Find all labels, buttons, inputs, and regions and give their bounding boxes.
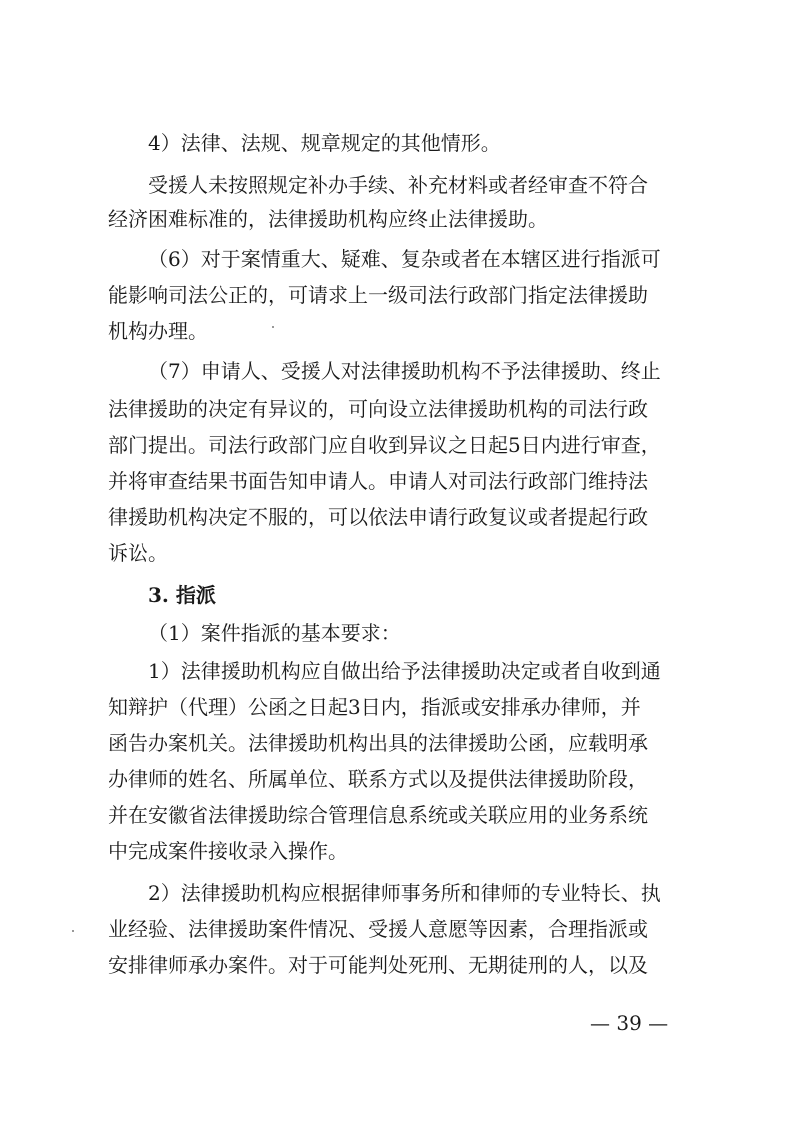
text-line-6: 机构办理。	[108, 319, 208, 343]
text-line-3: 经济困难标准的，法律援助机构应终止法律援助。	[108, 207, 548, 231]
text-line-23: 安排律师承办案件。对于可能判处死刑、无期徒刑的人，以及	[108, 953, 648, 977]
text-line-9: 部门提出。司法行政部门应自收到异议之日起5日内进行审查，	[108, 433, 661, 457]
scan-speck	[272, 326, 274, 328]
text-line-21: 2）法律援助机构应根据律师事务所和律师的专业特长、执	[148, 881, 661, 905]
text-line-2: 受援人未按照规定补办手续、补充材料或者经审查不符合	[148, 173, 648, 197]
text-line-8: 法律援助的决定有异议的，可向设立法律援助机构的司法行政	[108, 397, 648, 421]
text-line-17: 函告办案机关。法律援助机构出具的法律援助公函，应载明承	[108, 731, 648, 755]
section-heading: 3. 指派	[148, 583, 216, 607]
text-line-15: 1）法律援助机构应自做出给予法律援助决定或者自收到通	[148, 659, 661, 683]
page-number: — 39 —	[590, 1011, 669, 1035]
text-line-19: 并在安徽省法律援助综合管理信息系统或关联应用的业务系统	[108, 803, 648, 827]
text-line-4: （6）对于案情重大、疑难、复杂或者在本辖区进行指派可	[148, 247, 661, 271]
text-line-7: （7）申请人、受援人对法律援助机构不予法律援助、终止	[148, 359, 661, 383]
text-line-16: 知辩护（代理）公函之日起3日内，指派或安排承办律师，并	[108, 695, 641, 719]
text-line-5: 能影响司法公正的，可请求上一级司法行政部门指定法律援助	[108, 283, 648, 307]
text-line-11: 律援助机构决定不服的，可以依法申请行政复议或者提起行政	[108, 505, 648, 529]
text-line-10: 并将审查结果书面告知申请人。申请人对司法行政部门维持法	[108, 469, 648, 493]
text-line-12: 诉讼。	[108, 541, 168, 565]
text-line-14: （1）案件指派的基本要求：	[148, 621, 401, 645]
text-line-18: 办律师的姓名、所属单位、联系方式以及提供法律援助阶段，	[108, 767, 648, 791]
text-line-1: 4）法律、法规、规章规定的其他情形。	[148, 131, 501, 155]
scan-speck	[72, 930, 74, 932]
text-line-22: 业经验、法律援助案件情况、受援人意愿等因素，合理指派或	[108, 917, 648, 941]
text-line-20: 中完成案件接收录入操作。	[108, 839, 348, 863]
